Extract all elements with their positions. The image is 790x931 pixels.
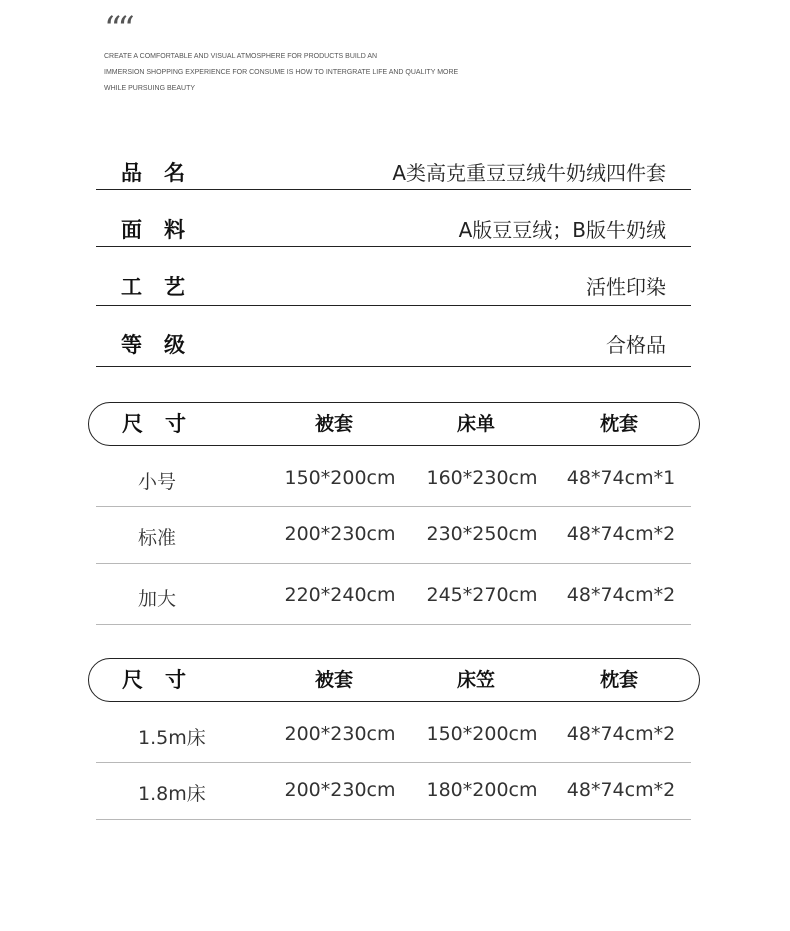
row-pillow-size: 48*74cm*2 [566,523,676,545]
row-pillow-size: 48*74cm*2 [566,584,676,606]
row-fitted-sheet-size: 180*200cm [426,779,538,801]
table-row [96,564,691,625]
row-duvet-size: 200*230cm [284,523,396,545]
row-size-name: 小号 [138,471,177,493]
row-sheet-size: 230*250cm [426,523,538,545]
row-duvet-size: 220*240cm [284,584,396,606]
row-sheet-size: 160*230cm [426,467,538,489]
size-table-1-header [88,402,700,446]
row-size-name: 标准 [138,527,177,549]
info-value: A版豆豆绒；B版牛奶绒 [458,218,666,242]
header-duvet-cover: 被套 [314,669,353,691]
info-label: 面料 [121,218,207,242]
header-size: 尺寸 [122,668,208,692]
info-value: 活性印染 [586,275,666,299]
info-row-grade [96,321,691,367]
table-row [96,707,691,763]
tagline-line-3: WHILE PURSUING BEAUTY [104,85,196,92]
row-size-name: 加大 [138,588,177,610]
header-bed-sheet: 床单 [456,413,495,435]
row-pillow-size: 48*74cm*2 [566,723,676,745]
tagline [104,49,524,97]
header-size: 尺寸 [122,412,208,436]
row-fitted-sheet-size: 150*200cm [426,723,538,745]
header-fitted-sheet: 床笠 [456,669,495,691]
size-table-2-header [88,658,700,702]
header-duvet-cover: 被套 [314,413,353,435]
info-row-product-name [96,149,691,190]
info-value: A类高克重豆豆绒牛奶绒四件套 [392,161,666,185]
row-bed-size: 1.8m床 [138,783,206,805]
row-pillow-size: 48*74cm*2 [566,779,676,801]
tagline-line-2: IMMERSION SHOPPING EXPERIENCE FOR CONSUME IS HOW TO INTERGRATE LIFE AND QUALITY MORE [104,69,459,76]
info-label: 工艺 [121,275,207,299]
tagline-line-1: CREATE A COMFORTABLE AND VISUAL ATMOSPHERE FOR PRODUCTS BUILD AN [104,53,378,60]
info-row-craft [96,263,691,306]
row-duvet-size: 200*230cm [284,723,396,745]
row-sheet-size: 245*270cm [426,584,538,606]
info-label: 品名 [121,161,207,185]
row-duvet-size: 150*200cm [284,467,396,489]
quote-mark-icon: ““ [104,9,131,49]
row-pillow-size: 48*74cm*1 [566,467,676,489]
table-row [96,507,691,564]
info-row-fabric [96,206,691,247]
header-pillowcase: 枕套 [599,413,638,435]
row-duvet-size: 200*230cm [284,779,396,801]
table-row [96,451,691,507]
row-bed-size: 1.5m床 [138,727,206,749]
info-label: 等级 [121,333,207,357]
header-pillowcase: 枕套 [599,669,638,691]
table-row [96,763,691,820]
info-value: 合格品 [606,333,666,357]
